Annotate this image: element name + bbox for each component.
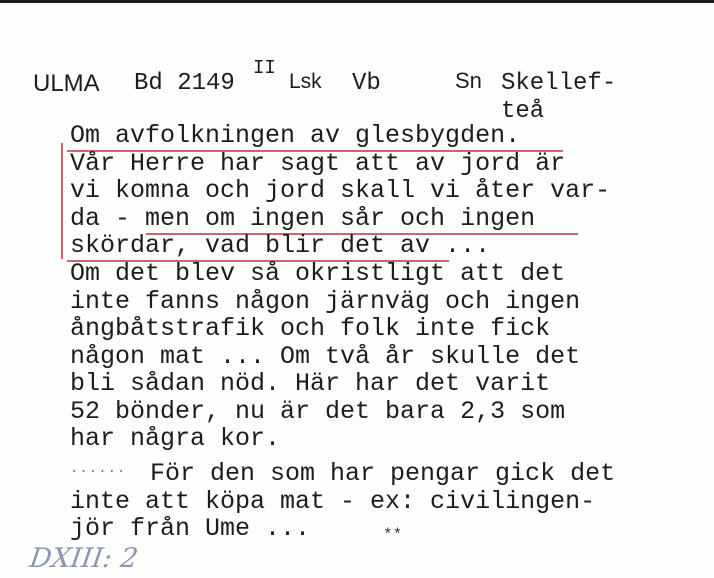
parish-name-line1: Skellef- <box>501 70 617 97</box>
end-mark: ** <box>383 526 403 544</box>
body-line: Om det blev så okristligt att det <box>70 259 566 288</box>
body-line: skördar, vad blir det av ... <box>70 231 491 260</box>
body-line: bli sådan nöd. Här har det varit <box>70 369 551 398</box>
record-superscript: II <box>253 57 276 79</box>
smudged-text: ...... <box>70 461 127 473</box>
body-line: inte fanns någon järnväg och ingen <box>70 287 581 316</box>
body-line: har några kor. <box>70 424 281 453</box>
body-line: vi komna och jord skall vi åter var- <box>70 176 611 205</box>
body-line: ångbåtstrafik och folk inte fick <box>70 314 551 343</box>
body-line: Vår Herre har sagt att av jord är <box>70 149 566 178</box>
parish-name-line2: teå <box>501 98 545 125</box>
body-line: Om avfolkningen av glesbygden. <box>70 121 521 150</box>
archive-code: ULMA <box>33 70 100 97</box>
body-line: 52 bönder, nu är det bara 2,3 som <box>70 397 566 426</box>
province-abbrev: Lsk <box>289 70 322 93</box>
body-line: inte att köpa mat - ex: civilingen- <box>70 487 596 516</box>
body-line: da - men om ingen sår och ingen <box>70 204 536 233</box>
body-line: någon mat ... Om två år skulle det <box>70 342 581 371</box>
body-line: jör från Ume ... <box>70 514 311 543</box>
red-margin-line <box>61 143 63 259</box>
parish-label: Sn <box>455 68 482 93</box>
handwritten-note: DXIII: 2 <box>27 543 140 574</box>
body-line: För den som har pengar gick det <box>150 459 616 488</box>
record-number: Bd 2149 <box>134 70 235 97</box>
region-abbrev: Vb <box>352 70 381 97</box>
card-top-edge <box>0 0 714 3</box>
